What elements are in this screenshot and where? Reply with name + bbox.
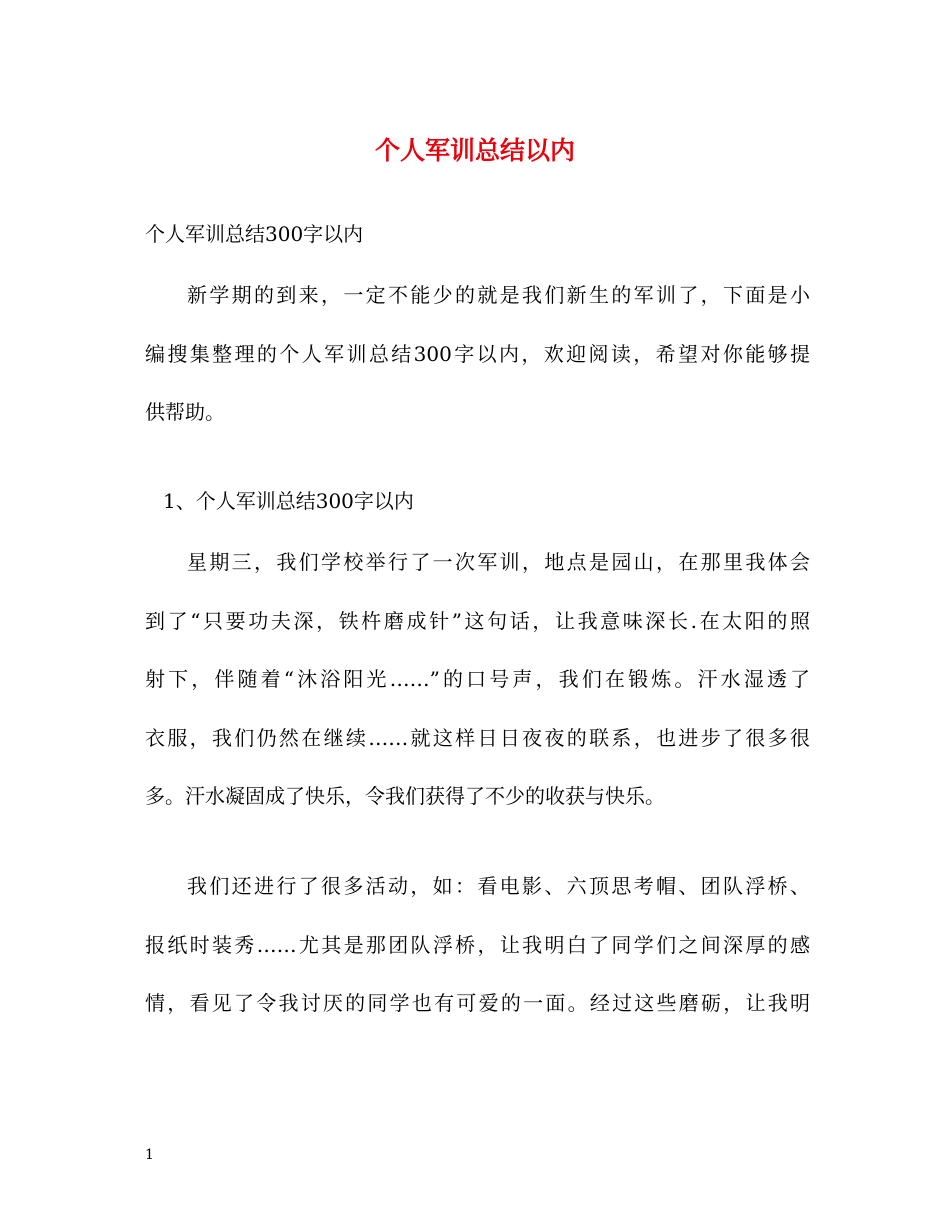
para1-line: 射下，伴随着“沐浴阳光……”的口号声，我们在锻炼。汗水湿透了 — [145, 667, 810, 691]
intro-line: 编搜集整理的个人军训总结300字以内，欢迎阅读，希望对你能够提 — [145, 341, 810, 366]
para2-line: 报纸时装秀……尤其是那团队浮桥，让我明白了同学们之间深厚的感 — [145, 932, 810, 957]
para2-line: 我们还进行了很多活动，如：看电影、六顶思考帽、团队浮桥、 — [187, 874, 810, 898]
para1-line: 星期三，我们学校举行了一次军训，地点是园山，在那里我体会 — [187, 550, 810, 574]
section-title: 1、个人军训总结300字以内 — [163, 489, 414, 513]
body-paragraph-1 — [145, 533, 810, 826]
para1-line: 到了“只要功夫深，铁杵磨成针”这句话，让我意味深长.在太阳的照 — [145, 608, 810, 633]
intro-paragraph — [145, 266, 810, 442]
intro-line: 新学期的到来，一定不能少的就是我们新生的军训了，下面是小 — [187, 283, 810, 307]
page-number: 1 — [145, 1147, 154, 1163]
para1-line: 衣服，我们仍然在继续……就这样日日夜夜的联系，也进步了很多很 — [145, 725, 810, 750]
intro-line: 供帮助。 — [145, 400, 225, 424]
para1-line: 多。汗水凝固成了快乐，令我们获得了不少的收获与快乐。 — [145, 784, 665, 808]
document-title: 个人军训总结以内 — [374, 136, 575, 165]
para2-line: 情，看见了令我讨厌的同学也有可爱的一面。经过这些磨砺，让我明 — [145, 991, 810, 1015]
body-paragraph-2 — [145, 857, 810, 1033]
subheading: 个人军训总结300字以内 — [145, 222, 364, 246]
